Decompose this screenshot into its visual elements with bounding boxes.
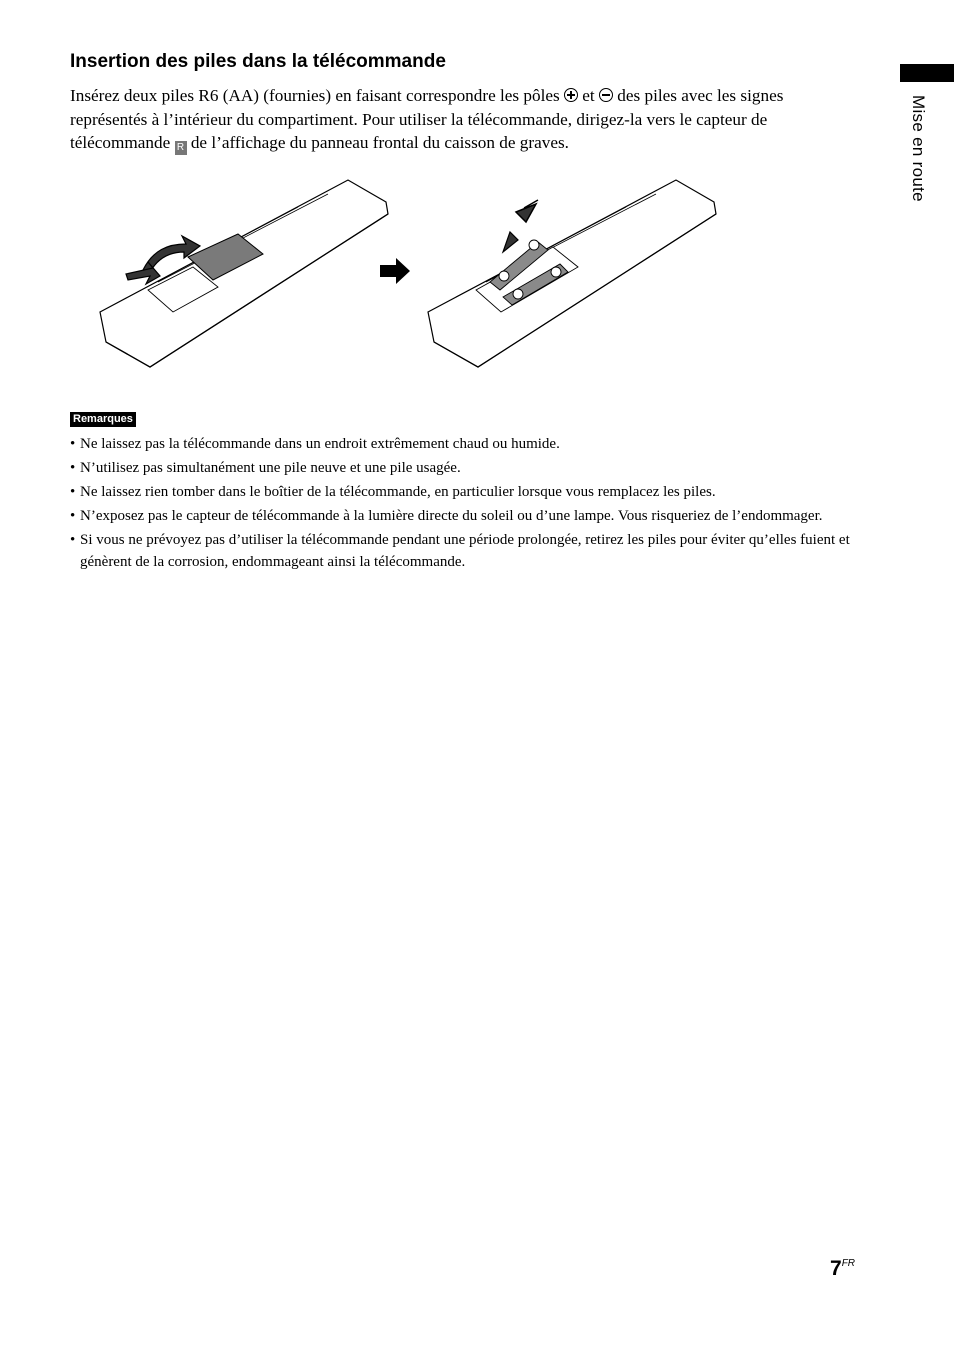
intro-text-2: et bbox=[577, 86, 599, 105]
list-item: • Ne laissez rien tomber dans le boîtier de la télécommande, en particulier lorsque vous remplacez les piles. bbox=[70, 481, 860, 503]
remote-cover-open-illustration bbox=[100, 180, 388, 367]
list-item: • Ne laissez pas la télécommande dans un endroit extrêmement chaud ou humide. bbox=[70, 433, 860, 455]
list-item: • N’utilisez pas simultanément une pile neuve et une pile usagée. bbox=[70, 457, 860, 479]
page-number-value: 7 bbox=[830, 1257, 842, 1280]
battery-insertion-illustration bbox=[98, 172, 728, 372]
remote-batteries-illustration bbox=[428, 180, 716, 367]
notes-label: Remarques bbox=[70, 412, 136, 427]
side-tab-label: Mise en route bbox=[909, 95, 928, 202]
intro-text-1: Insérez deux piles R6 (AA) (fournies) en faisant correspondre les pôles bbox=[70, 86, 564, 105]
section-heading: Insertion des piles dans la télécommande bbox=[70, 51, 446, 72]
page-number bbox=[830, 1257, 855, 1281]
page-number-suffix: FR bbox=[841, 1258, 856, 1269]
list-item: • Si vous ne prévoyez pas d’utiliser la télécommande pendant une période prolongée, retirez les piles pour éviter qu’elles fuient et génèrent de la corrosion, endommageant ainsi la télécommande. bbox=[70, 529, 860, 573]
minus-pole-icon bbox=[599, 88, 613, 102]
intro-text-4: de l’affichage du panneau frontal du caisson de graves. bbox=[186, 133, 569, 152]
notes-list bbox=[70, 433, 860, 575]
intro-text-3: des piles avec les signes représentés à l’intérieur du compartiment. Pour utiliser la télécommande, dirigez-la vers le capteur de télécommande bbox=[70, 86, 784, 152]
arrow-right-icon bbox=[380, 258, 410, 284]
plus-pole-icon bbox=[564, 88, 578, 102]
list-item: • N’exposez pas le capteur de télécommande à la lumière directe du soleil ou d’une lampe. Vous risqueriez de l’endommager. bbox=[70, 505, 860, 527]
remote-sensor-icon: R bbox=[175, 141, 187, 155]
side-tab-bar bbox=[900, 64, 954, 82]
intro-paragraph bbox=[70, 84, 860, 155]
